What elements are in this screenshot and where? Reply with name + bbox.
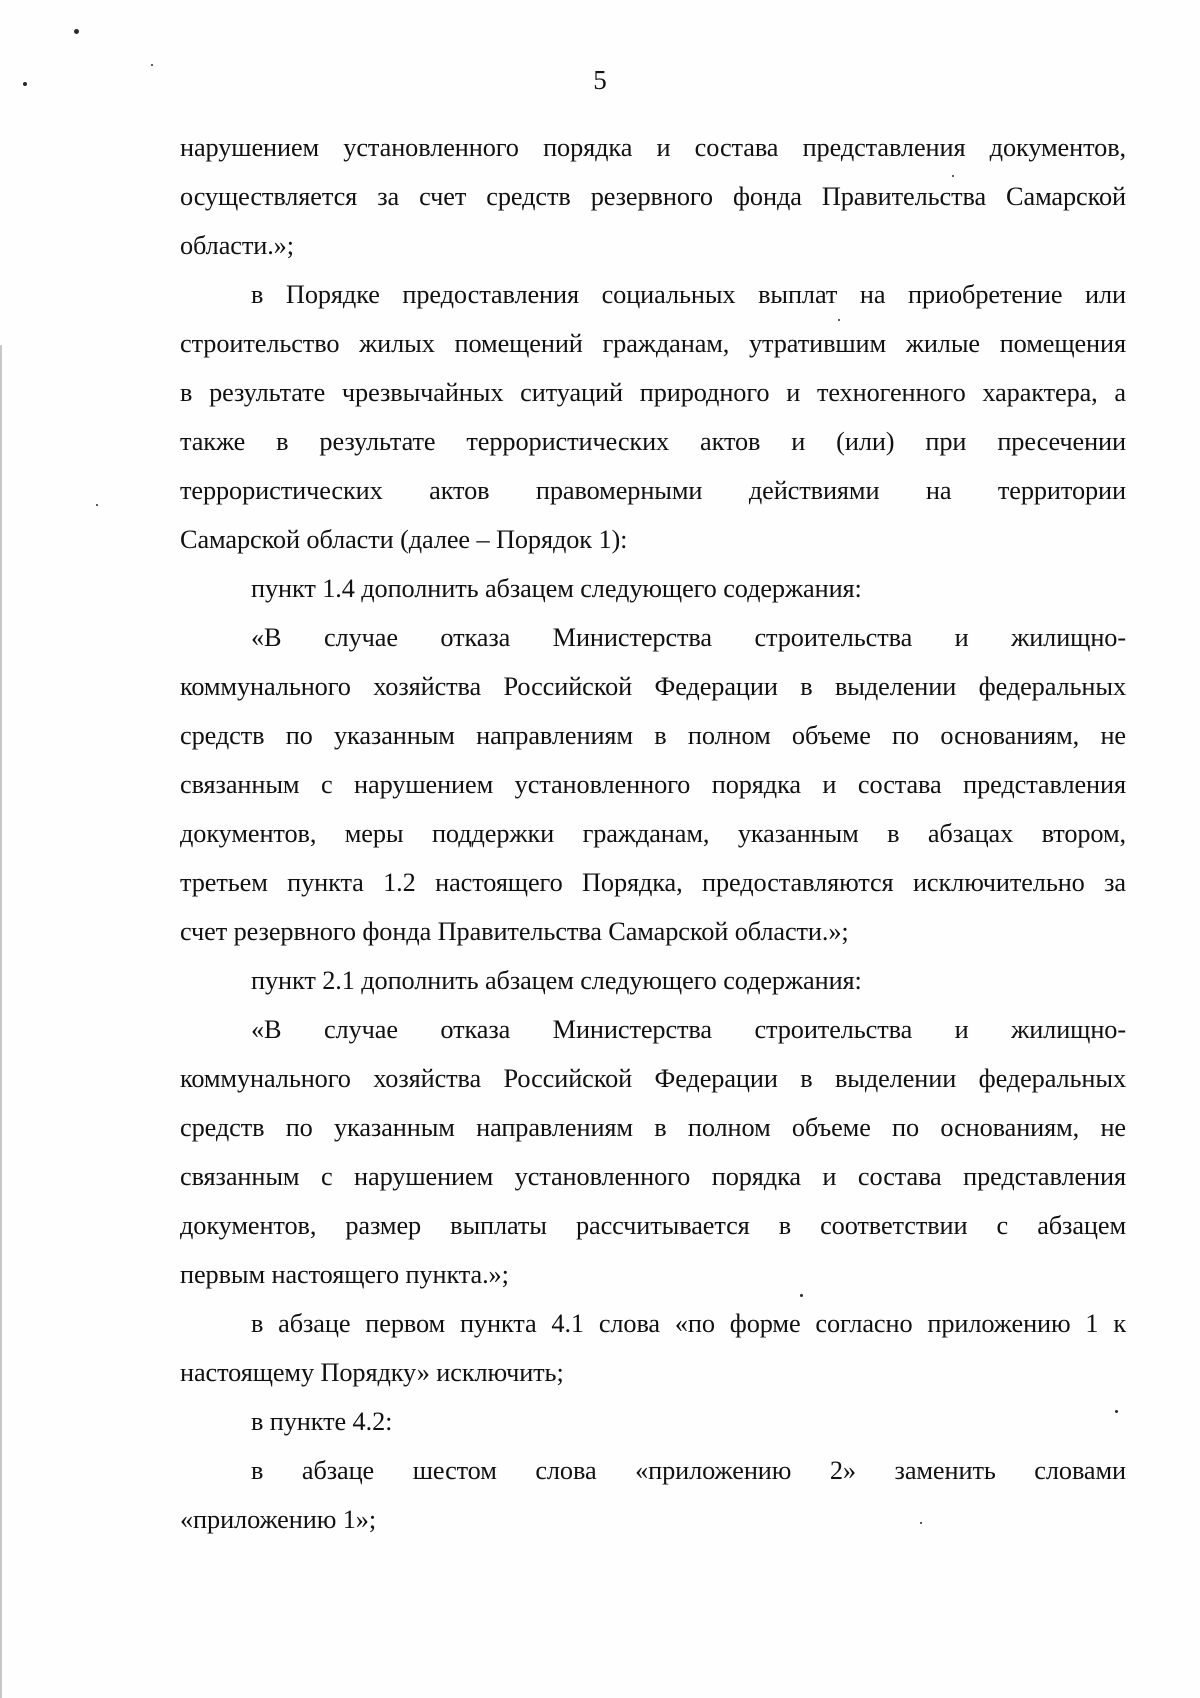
text-line: пункт 2.1 дополнить абзацем следующего содержания: bbox=[251, 966, 862, 995]
paragraph bbox=[180, 1446, 1126, 1544]
scan-speck bbox=[74, 29, 79, 34]
text-line: «В случае отказа Министерства строительства и жилищно- bbox=[251, 623, 1126, 652]
text-line: коммунального хозяйства Российской Федерации в выделении федеральных bbox=[180, 1064, 1126, 1093]
text-line: связанным с нарушением установленного порядка и состава представления bbox=[180, 770, 1126, 799]
text-line: также в результате террористических актов и (или) при пресечении bbox=[180, 427, 1126, 456]
text-line: в Порядке предоставления социальных выплат на приобретение или bbox=[251, 280, 1126, 309]
text-line: нарушением установленного порядка и состава представления документов, bbox=[180, 133, 1126, 162]
text-line: средств по указанным направлениям в полном объеме по основаниям, не bbox=[180, 1113, 1126, 1142]
document-body bbox=[180, 123, 1126, 1544]
text-line: в пункте 4.2: bbox=[251, 1407, 393, 1436]
paragraph bbox=[180, 1397, 1126, 1446]
text-line: «В случае отказа Министерства строительства и жилищно- bbox=[251, 1015, 1126, 1044]
text-line: документов, меры поддержки гражданам, указанным в абзацах втором, bbox=[180, 819, 1126, 848]
text-line: настоящему Порядку» исключить; bbox=[180, 1358, 564, 1387]
text-line: связанным с нарушением установленного порядка и состава представления bbox=[180, 1162, 1126, 1191]
text-line: документов, размер выплаты рассчитывается в соответствии с абзацем bbox=[180, 1211, 1126, 1240]
text-line: «приложению 1»; bbox=[180, 1505, 377, 1534]
text-line: в результате чрезвычайных ситуаций природного и техногенного характера, а bbox=[180, 378, 1126, 407]
text-line: Самарской области (далее – Порядок 1): bbox=[180, 525, 628, 554]
page-number: 5 bbox=[593, 65, 607, 95]
text-line: осуществляется за счет средств резервного фонда Правительства Самарской bbox=[180, 182, 1126, 211]
paragraph bbox=[180, 564, 1126, 613]
text-line: третьем пункта 1.2 настоящего Порядка, предоставляются исключительно за bbox=[180, 868, 1126, 897]
paragraph bbox=[180, 270, 1126, 564]
text-line: строительство жилых помещений гражданам, утратившим жилые помещения bbox=[180, 329, 1126, 358]
paragraph bbox=[180, 1005, 1126, 1299]
text-line: в абзаце шестом слова «приложению 2» заменить словами bbox=[251, 1456, 1126, 1485]
scan-speck bbox=[96, 504, 98, 506]
text-line: первым настоящего пункта.»; bbox=[180, 1260, 509, 1289]
text-line: в абзаце первом пункта 4.1 слова «по форме согласно приложению 1 к bbox=[251, 1309, 1126, 1338]
text-line: счет резервного фонда Правительства Самарской области.»; bbox=[180, 917, 849, 946]
paragraph bbox=[180, 613, 1126, 956]
scan-edge-line bbox=[0, 345, 2, 1698]
text-line: средств по указанным направлениям в полном объеме по основаниям, не bbox=[180, 721, 1126, 750]
paragraph bbox=[180, 123, 1126, 270]
paragraph bbox=[180, 956, 1126, 1005]
text-line: террористических актов правомерными действиями на территории bbox=[180, 476, 1126, 505]
paragraph bbox=[180, 1299, 1126, 1397]
text-line: коммунального хозяйства Российской Федерации в выделении федеральных bbox=[180, 672, 1126, 701]
text-line: области.»; bbox=[180, 231, 294, 260]
text-line: пункт 1.4 дополнить абзацем следующего содержания: bbox=[251, 574, 862, 603]
